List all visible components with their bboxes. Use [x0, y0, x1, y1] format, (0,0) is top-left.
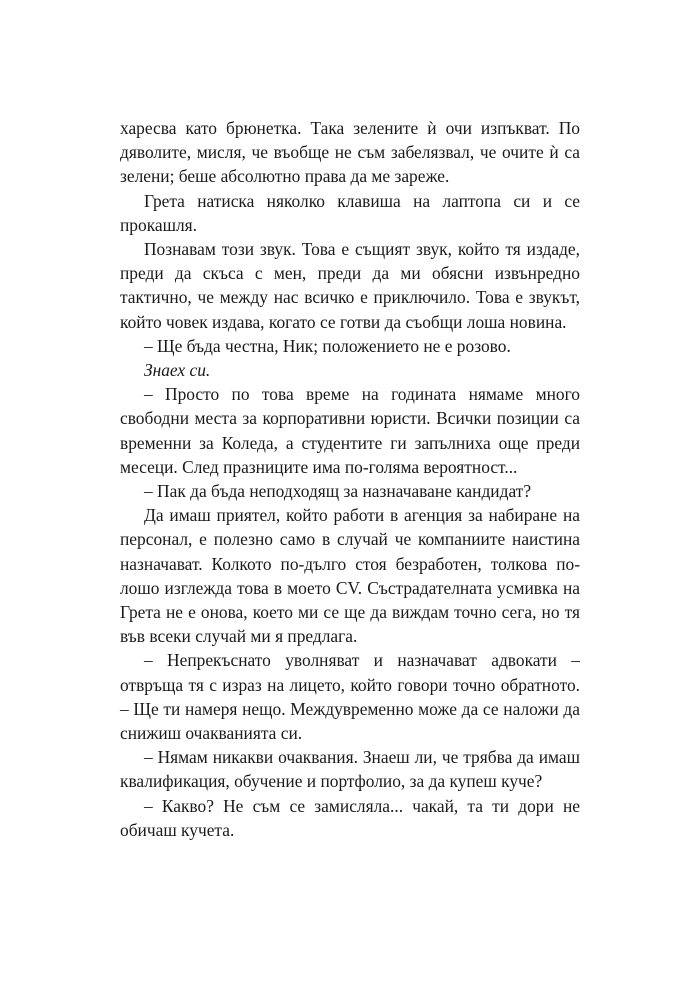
book-page-text [120, 116, 580, 842]
paragraph-3: Познавам този звук. Това е същият звук, който тя издаде, преди да скъса с мен, преди да ми обясни извънредно тактично, че между нас всичко е приключило. Това е звукът, който човек издава, когато се готви да съобщи лоша новина. [120, 239, 580, 332]
paragraph-1: харесва като брюнетка. Така зелените ѝ очи изпъкват. По дяволите, мисля, че въобще не съм забелязвал, че очите ѝ са зелени; беше абсолютно права да ме зареже. [120, 118, 580, 187]
paragraph-11: – Какво? Не съм се замисляла... чакай, та ти дори не обичаш кучета. [120, 795, 580, 840]
paragraph-10: – Нямам никакви очаквания. Знаеш ли, че трябва да имаш квалификация, обучение и портфолио, за да купеш куче? [120, 747, 580, 792]
paragraph-7: – Пак да бъда неподходящ за назначаване кандидат? [144, 481, 532, 502]
paragraph-2: Грета натиска няколко клавиша на лаптопа си и се прокашля. [120, 190, 580, 235]
paragraph-4: – Ще бъда честна, Ник; положението не е розово. [144, 335, 511, 356]
paragraph-9: – Непрекъснато уволняват и назначават адвокати – отвръща тя с израз на лицето, който говори точно обратното. – Ще ти намеря нещо. Междувременно може да се наложи да снижиш очакванията си. [120, 650, 580, 744]
paragraph-5: Знаех си. [144, 360, 211, 381]
paragraph-8: Да имаш приятел, който работи в агенция за набиране на персонал, е полезно само в случай че компаниите наистина назначават. Колкото по-дълго стоя безработен, толкова по-лошо изглежда това в моето CV. Състрадателната усмивка на Грета не е онова, което ми се ще да виждам точно сега, но тя във всеки случай ми я предлага. [120, 505, 580, 647]
paragraph-6: – Просто по това време на годината нямаме много свободни места за корпоративни юристи. Всички позиции са временни за Коледа, а студентите ги запълниха още преди месеци. След празниците има по-голяма вероятност... [120, 384, 580, 477]
